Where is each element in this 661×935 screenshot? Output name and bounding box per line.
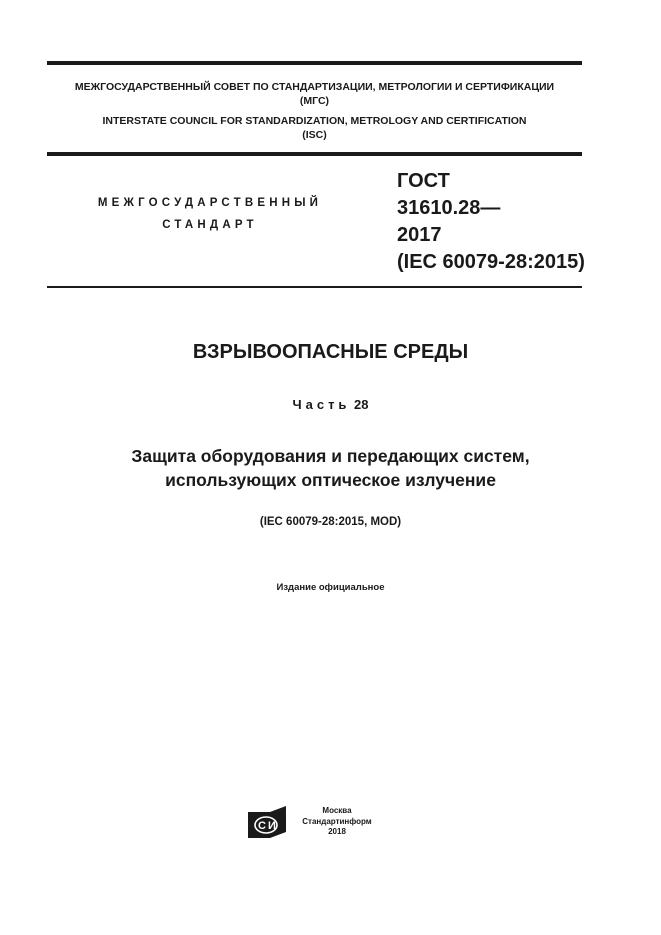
part-heading [0,397,661,412]
header-bottom-rule [47,152,582,156]
council-abbr-ru: (МГС) [299,95,330,107]
standartinform-logo-icon [248,806,286,838]
document-subtitle [0,444,661,492]
standard-designation [397,168,585,276]
standard-type [60,192,360,236]
subtitle-line2: использующих оптическое излучение [165,470,496,490]
publisher-name: Стандартинформ [302,816,372,826]
publisher-year: 2018 [328,827,346,836]
document-title: ВЗРЫВООПАСНЫЕ СРЕДЫ [192,341,469,363]
publisher-info [294,806,380,838]
top-rule [47,61,582,65]
gost-label: ГОСТ [397,170,450,192]
subtitle-line1: Защита оборудования и передающих систем, [131,446,530,466]
council-name-ru: МЕЖГОСУДАРСТВЕННЫЙ СОВЕТ ПО СТАНДАРТИЗАЦИИ, МЕТРОЛОГИИ И СЕРТИФИКАЦИИ [74,81,555,93]
part-word: Часть [292,397,351,412]
council-abbr-en: (ISC) [302,129,327,141]
standard-type-line2: СТАНДАРТ [162,219,258,231]
gost-number: 31610.28— [397,197,501,219]
gost-year: 2017 [397,224,442,246]
iec-reference: (IEC 60079-28:2015) [397,251,585,273]
council-name-en: INTERSTATE COUNCIL FOR STANDARDIZATION, METROLOGY AND CERTIFICATION [102,115,527,127]
publisher-city: Москва [322,806,352,815]
designation-bottom-rule [47,286,582,288]
svg-text:С: С [258,820,266,832]
identity-note: (IEC 60079-28:2015, MOD) [259,516,402,528]
standard-type-line1: МЕЖГОСУДАРСТВЕННЫЙ [97,197,323,209]
part-number: 28 [354,397,369,412]
svg-text:И: И [268,820,276,832]
edition-note: Издание официальное [276,582,385,593]
council-header [47,80,582,142]
